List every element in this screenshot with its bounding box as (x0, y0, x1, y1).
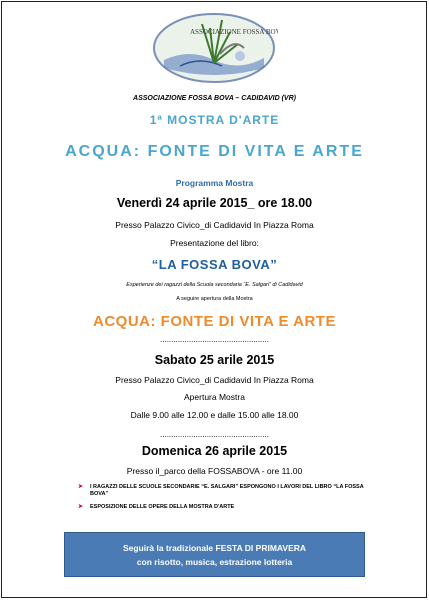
day1-title: Venerdì 24 aprile 2015_ ore 18.00 (116, 196, 313, 210)
separator-2: ................................................. (160, 430, 269, 439)
list-item (78, 504, 378, 511)
day1-place: Presso Palazzo Civico_di Cadidavid In Piazza Roma (115, 220, 314, 230)
theme-repeat: ACQUA: FONTE DI VITA E ARTE (93, 313, 336, 330)
bullet-arrow-icon: ➤ (78, 484, 84, 490)
programma-heading: Programma Mostra (175, 178, 254, 188)
day1-presentation: Presentazione del libro: (170, 238, 259, 248)
day3-title: Domenica 26 aprile 2015 (141, 444, 288, 458)
day1-experience: Esperienze dei ragazzi della Scuola secondaria “E. Salgari” di Cadidavid (126, 282, 303, 288)
day2-opening: Apertura Mostra (184, 392, 245, 402)
bullet-text: ESPOSIZIONE DELLE OPERE DELLA MOSTRA D'ARTE (90, 504, 235, 510)
day2-place: Presso Palazzo Civico_di Cadidavid In Piazza Roma (115, 375, 314, 385)
day3-place: Presso il_parco della FOSSABOVA - ore 11.00 (126, 466, 303, 476)
theme-title: ACQUA: FONTE DI VITA E ARTE (65, 143, 364, 160)
day2-hours: Dalle 9.00 alle 12.00 e dalle 15.00 alle 18.00 (130, 410, 299, 420)
logo-text: ASSOCIAZIONE FOSSA BOVA (190, 28, 278, 36)
day1-following: A seguire apertura della Mostra (176, 296, 253, 302)
list-item (78, 484, 378, 498)
banner-line-1: Seguirà la tradizionale FESTA DI PRIMAVERA (122, 543, 307, 553)
separator-1: ................................................. (160, 335, 269, 344)
day2-title: Sabato 25 arile 2015 (154, 353, 275, 367)
book-title: “LA FOSSA BOVA” (151, 257, 278, 272)
day3-bullet-list (78, 484, 378, 517)
banner-line-2: con risotto, musica, estrazione lotteria (136, 557, 293, 567)
bullet-text: I RAGAZZI DELLE SCUOLE SECONDARIE “E. SALGARI” ESPONGONO I LAVORI DEL LIBRO “LA FOSSA BOVA” (90, 484, 364, 497)
bullet-arrow-icon: ➤ (78, 504, 84, 510)
association-name: ASSOCIAZIONE FOSSA BOVA – CADIDAVID (VR) (133, 95, 296, 102)
association-logo (150, 8, 278, 88)
mostra-title: 1ª MOSTRA D'ARTE (149, 113, 280, 127)
festa-banner (64, 532, 365, 577)
